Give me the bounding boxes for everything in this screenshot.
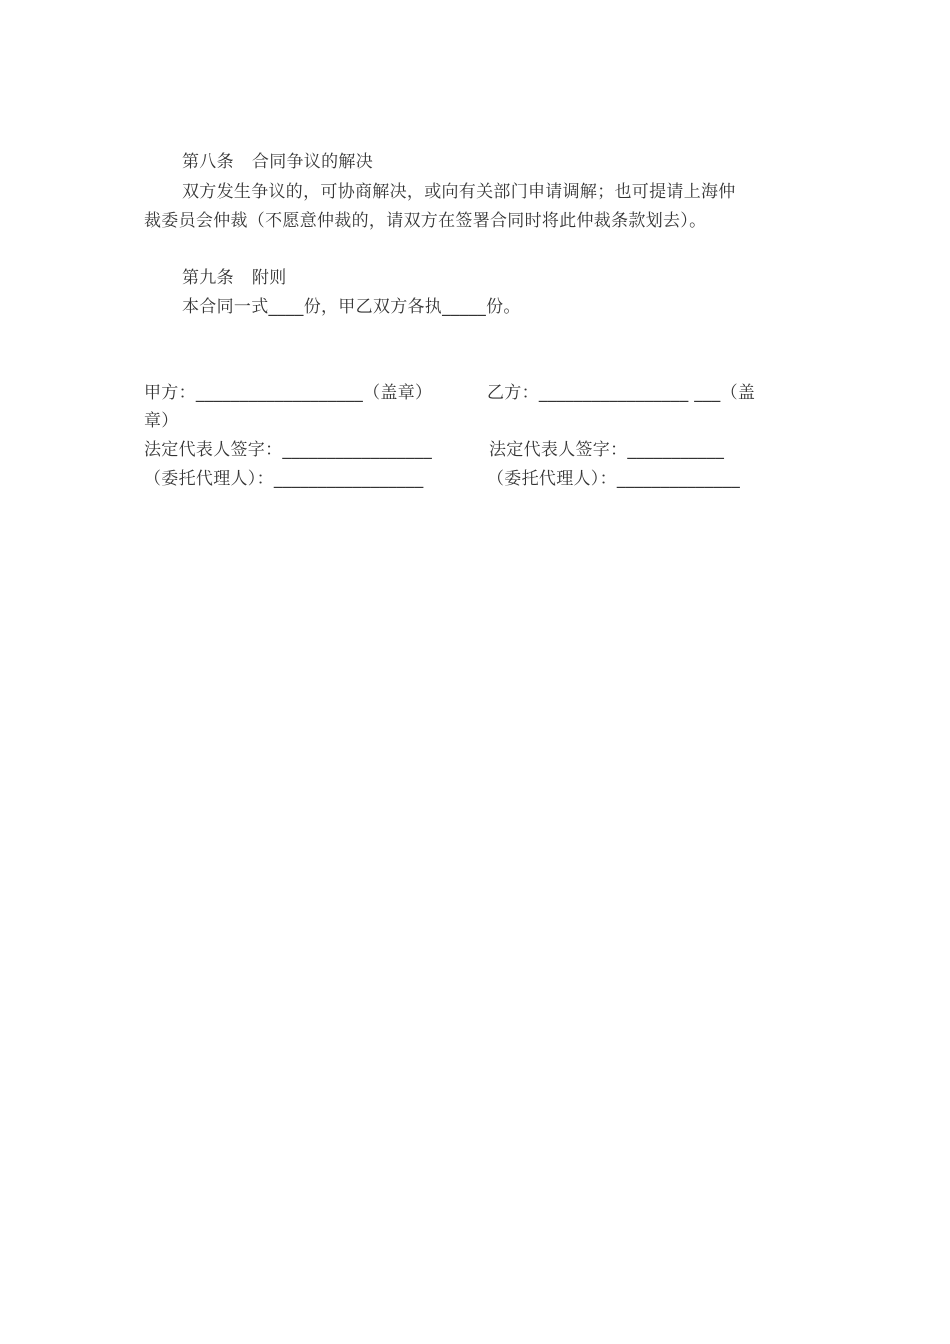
party-b-agent: （委托代理人）：______________ bbox=[487, 469, 741, 489]
article8-heading bbox=[182, 150, 373, 174]
article8-number: 第八条 bbox=[182, 152, 234, 172]
article8-body-line1: 双方发生争议的，可协商解决，或向有关部门申请调解；也可提请上海仲 bbox=[182, 182, 736, 202]
party-a-agent: （委托代理人）：_________________ bbox=[144, 469, 424, 489]
party-a-legal-rep: 法定代表人签字：_________________ bbox=[144, 440, 432, 460]
article8-title: 合同争议的解决 bbox=[251, 152, 374, 172]
article9-heading bbox=[182, 266, 287, 290]
party-b-seal-wrap: 章） bbox=[144, 411, 179, 431]
article9-title: 附则 bbox=[251, 268, 287, 288]
article9-number: 第九条 bbox=[182, 268, 234, 288]
party-b-legal-rep: 法定代表人签字：___________ bbox=[489, 440, 725, 460]
article9-body: 本合同一式____份，甲乙双方各执_____份。 bbox=[182, 297, 521, 317]
party-a-seal-line: 甲方：___________________（盖章） bbox=[144, 383, 433, 403]
article8-body-line2: 裁委员会仲裁（不愿意仲裁的，请双方在签署合同时将此仲裁条款划去）。 bbox=[144, 211, 707, 231]
party-b-seal-line: 乙方：_________________ ___（盖 bbox=[487, 383, 756, 403]
